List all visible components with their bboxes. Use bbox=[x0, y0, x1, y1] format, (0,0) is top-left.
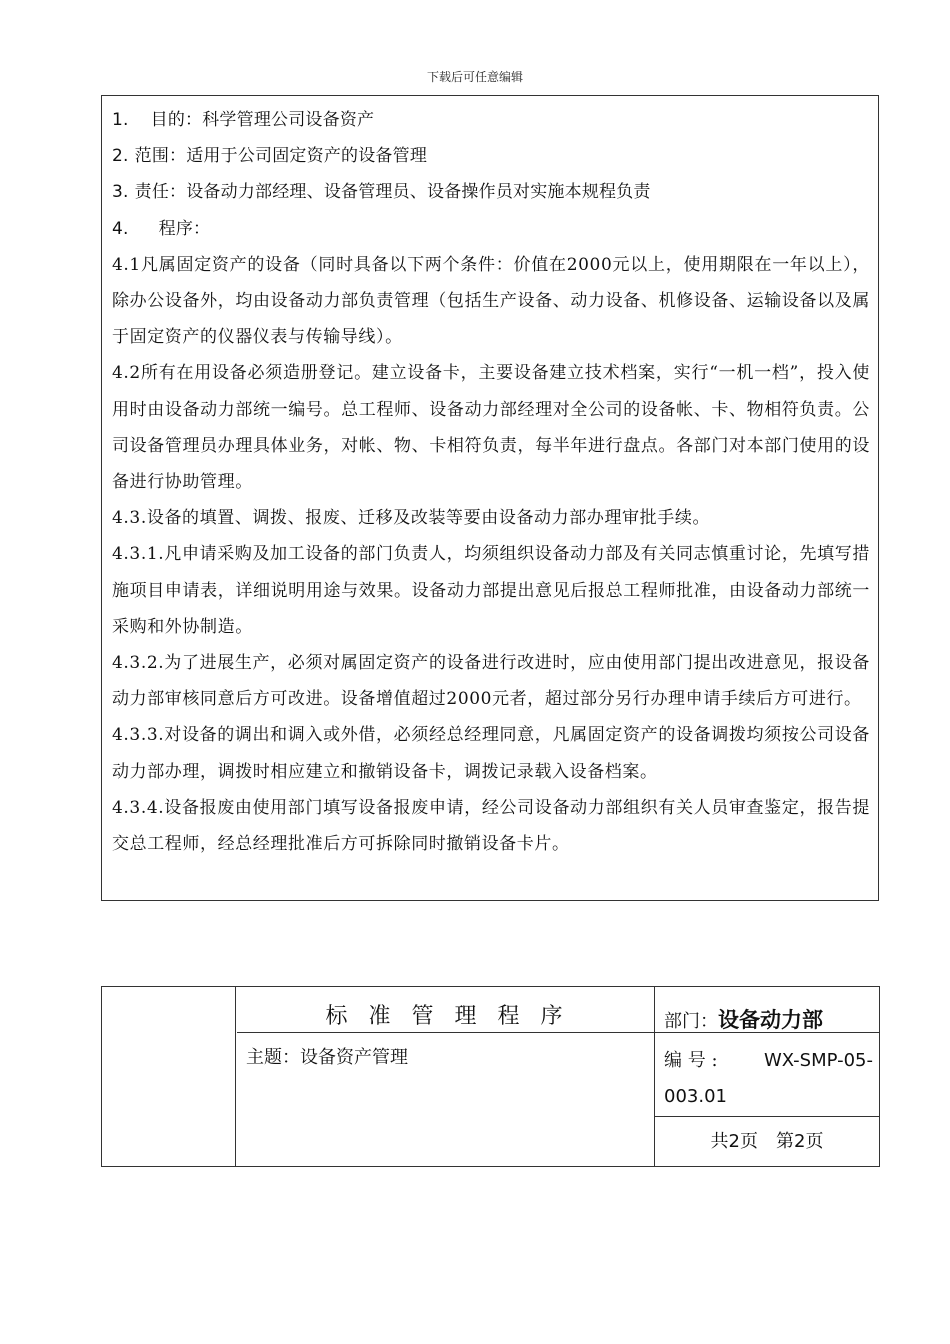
procedure-paragraph: 4.3.3.对设备的调出和调入或外借，必须经总经理同意，凡属固定资产的设备调拨均须按公司设备动力部办理，调拨时相应建立和撤销设备卡，调拨记录载入设备档案。 bbox=[112, 725, 870, 782]
procedure-paragraph: 4.1凡属固定资产的设备（同时具备以下两个条件：价值在2000元以上，使用期限在一年以上），除办公设备外，均由设备动力部负责管理（包括生产设备、动力设备、机修设备、运输设备以及属于固定资产的仪器仪表与传输导线）。 bbox=[112, 254, 870, 348]
procedure-paragraph: 4.3.设备的填置、调拨、报废、迁移及改装等要由设备动力部办理审批手续。 bbox=[112, 508, 711, 529]
footer-logo-cell bbox=[102, 987, 236, 1166]
procedure-paragraph: 4.3.2.为了进展生产，必须对属固定资产的设备进行改进时，应由使用部门提出改进意见，报设备动力部审核同意后方可改进。设备增值超过2000元者，超过部分另行办理申请手续后方可进行。 bbox=[112, 653, 870, 710]
section-number: 1. bbox=[112, 110, 129, 130]
footer-title: 标准管理程序 bbox=[237, 987, 655, 1033]
footer-code bbox=[655, 1033, 879, 1117]
dept-value: 设备动力部 bbox=[718, 1008, 823, 1032]
footer-table bbox=[101, 986, 880, 1167]
dept-label: 部门： bbox=[664, 1011, 718, 1032]
footer-subject: 主题：设备资产管理 bbox=[237, 1033, 655, 1167]
section-text: 程序： bbox=[158, 218, 211, 239]
procedure-paragraph: 4.3.1.凡申请采购及加工设备的部门负责人，均须组织设备动力部及有关同志慎重讨论，先填写措施项目申请表，详细说明用途与效果。设备动力部提出意见后报总工程师批准，由设备动力部统一采购和外协制造。 bbox=[112, 544, 870, 637]
section-scope bbox=[112, 138, 870, 174]
footer-department bbox=[655, 987, 879, 1033]
procedure-paragraph: 4.2所有在用设备必须造册登记。建立设备卡，主要设备建立技术档案，实行“一机一档”，投入使用时由设备动力部统一编号。总工程师、设备动力部经理对全公司的设备帐、卡、物相符负责。公司设备管理员办理具体业务，对帐、物、卡相符负责，每半年进行盘点。各部门对本部门使用的设备进行协助管理。 bbox=[112, 363, 870, 493]
section-text: 责任：设备动力部经理、设备管理员、设备操作员对实施本规程负责 bbox=[134, 182, 651, 203]
section-responsibility bbox=[112, 174, 870, 210]
footer-page-info: 共2页 第2页 bbox=[710, 1131, 824, 1152]
section-text: 范围：适用于公司固定资产的设备管理 bbox=[134, 146, 428, 167]
header-note: 下载后可任意编辑 bbox=[426, 70, 523, 84]
section-number: 3. bbox=[112, 182, 129, 203]
section-procedure bbox=[112, 211, 870, 247]
code-label: 编 号 : bbox=[664, 1050, 718, 1071]
section-purpose bbox=[112, 102, 870, 138]
section-number: 4. bbox=[112, 218, 129, 239]
content-box bbox=[101, 95, 879, 901]
procedure-paragraph: 4.3.4.设备报废由使用部门填写设备报废申请，经公司设备动力部组织有关人员审查鉴定，报告提交总工程师，经总经理批准后方可拆除同时撤销设备卡片。 bbox=[112, 797, 870, 855]
code-value-2: 003.01 bbox=[664, 1086, 727, 1107]
code-value-1: WX-SMP-05- bbox=[763, 1050, 873, 1071]
section-text: 目的：科学管理公司设备资产 bbox=[150, 110, 375, 130]
section-number: 2. bbox=[112, 146, 129, 167]
